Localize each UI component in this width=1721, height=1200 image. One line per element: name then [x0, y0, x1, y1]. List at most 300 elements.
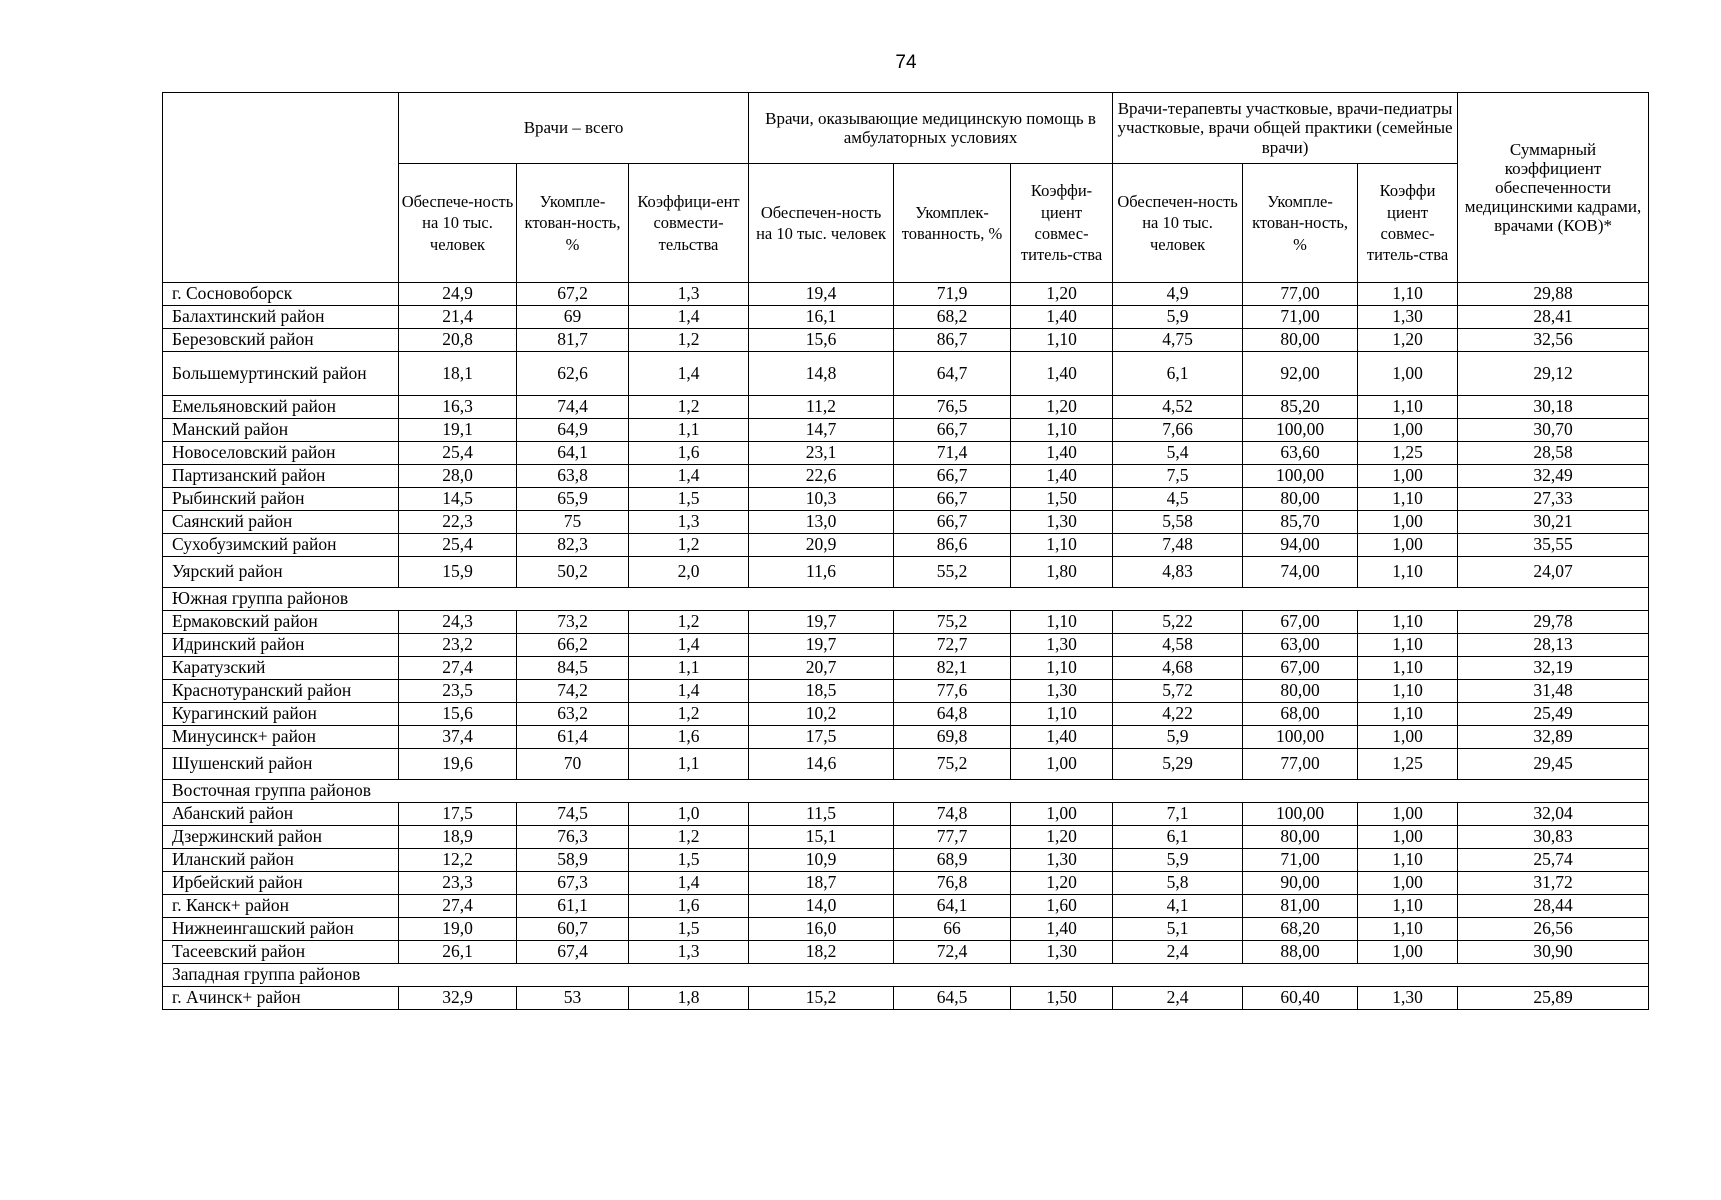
header-group-district: Врачи-терапевты участковые, врачи-педиатры участковые, врачи общей практики (семейные врачи)	[1113, 93, 1458, 164]
table-cell: 1,25	[1358, 749, 1458, 780]
table-row	[163, 511, 1649, 534]
table-cell: 1,00	[1358, 826, 1458, 849]
table-cell: 19,7	[749, 611, 894, 634]
table-cell: 1,40	[1011, 465, 1113, 488]
table-row	[163, 749, 1649, 780]
table-cell: 1,1	[629, 657, 749, 680]
table-row	[163, 941, 1649, 964]
table-cell: 5,4	[1113, 442, 1243, 465]
district-name: Емельяновский район	[163, 396, 399, 419]
table-cell: 32,56	[1458, 329, 1649, 352]
table-cell: 58,9	[517, 849, 629, 872]
table-cell: 1,10	[1358, 488, 1458, 511]
table-cell: 1,4	[629, 872, 749, 895]
table-cell: 23,5	[399, 680, 517, 703]
table-cell: 86,7	[894, 329, 1011, 352]
table-cell: 19,4	[749, 283, 894, 306]
table-cell: 27,33	[1458, 488, 1649, 511]
header-amb-supply: Обеспечен-ность на 10 тыс. человек	[749, 164, 894, 283]
table-cell: 1,20	[1011, 396, 1113, 419]
group-header-row	[163, 780, 1649, 803]
table-cell: 74,4	[517, 396, 629, 419]
table-cell: 29,45	[1458, 749, 1649, 780]
table-cell: 19,1	[399, 419, 517, 442]
table-cell: 1,2	[629, 396, 749, 419]
table-cell: 73,2	[517, 611, 629, 634]
table-cell: 18,1	[399, 352, 517, 396]
table-cell: 1,2	[629, 826, 749, 849]
table-cell: 1,25	[1358, 442, 1458, 465]
table-cell: 64,1	[517, 442, 629, 465]
district-name: Минусинск+ район	[163, 726, 399, 749]
table-cell: 6,1	[1113, 826, 1243, 849]
table-cell: 1,30	[1011, 511, 1113, 534]
table-cell: 81,00	[1243, 895, 1358, 918]
staffing-table	[162, 92, 1649, 1010]
table-row	[163, 442, 1649, 465]
header-dist-staffing: Укомпле-ктован-ность, %	[1243, 164, 1358, 283]
district-name: Ермаковский район	[163, 611, 399, 634]
table-cell: 5,72	[1113, 680, 1243, 703]
table-cell: 29,78	[1458, 611, 1649, 634]
table-cell: 74,5	[517, 803, 629, 826]
table-row	[163, 895, 1649, 918]
table-cell: 1,4	[629, 306, 749, 329]
table-row	[163, 306, 1649, 329]
table-cell: 66,7	[894, 488, 1011, 511]
table-cell: 1,2	[629, 329, 749, 352]
table-cell: 77,00	[1243, 749, 1358, 780]
table-cell: 28,44	[1458, 895, 1649, 918]
group-title: Восточная группа районов	[163, 780, 1649, 803]
table-row	[163, 611, 1649, 634]
table-row	[163, 987, 1649, 1010]
table-cell: 2,4	[1113, 987, 1243, 1010]
table-cell: 32,89	[1458, 726, 1649, 749]
table-cell: 1,00	[1358, 872, 1458, 895]
table-cell: 1,40	[1011, 918, 1113, 941]
table-cell: 75,2	[894, 749, 1011, 780]
table-row	[163, 726, 1649, 749]
table-cell: 1,6	[629, 895, 749, 918]
table-cell: 1,00	[1358, 726, 1458, 749]
table-cell: 80,00	[1243, 680, 1358, 703]
table-cell: 1,00	[1011, 749, 1113, 780]
table-cell: 1,00	[1358, 465, 1458, 488]
table-cell: 24,3	[399, 611, 517, 634]
table-cell: 18,2	[749, 941, 894, 964]
table-cell: 15,6	[749, 329, 894, 352]
table-cell: 1,0	[629, 803, 749, 826]
table-cell: 7,5	[1113, 465, 1243, 488]
table-cell: 80,00	[1243, 329, 1358, 352]
table-cell: 66	[894, 918, 1011, 941]
table-cell: 66,7	[894, 465, 1011, 488]
table-cell: 14,0	[749, 895, 894, 918]
table-cell: 67,4	[517, 941, 629, 964]
table-cell: 19,7	[749, 634, 894, 657]
table-cell: 68,20	[1243, 918, 1358, 941]
table-cell: 1,30	[1011, 849, 1113, 872]
table-cell: 29,12	[1458, 352, 1649, 396]
district-name: Балахтинский район	[163, 306, 399, 329]
table-cell: 5,58	[1113, 511, 1243, 534]
district-name: Тасеевский район	[163, 941, 399, 964]
table-body	[163, 283, 1649, 1010]
table-cell: 15,6	[399, 703, 517, 726]
table-cell: 71,4	[894, 442, 1011, 465]
table-cell: 16,3	[399, 396, 517, 419]
table-cell: 25,4	[399, 442, 517, 465]
table-cell: 1,00	[1358, 941, 1458, 964]
table-cell: 4,75	[1113, 329, 1243, 352]
table-cell: 81,7	[517, 329, 629, 352]
table-cell: 4,22	[1113, 703, 1243, 726]
table-cell: 82,3	[517, 534, 629, 557]
table-cell: 64,8	[894, 703, 1011, 726]
table-cell: 94,00	[1243, 534, 1358, 557]
table-cell: 1,2	[629, 611, 749, 634]
table-cell: 1,5	[629, 849, 749, 872]
table-cell: 68,2	[894, 306, 1011, 329]
table-cell: 63,00	[1243, 634, 1358, 657]
table-cell: 1,4	[629, 680, 749, 703]
table-cell: 23,1	[749, 442, 894, 465]
table-cell: 6,1	[1113, 352, 1243, 396]
district-name: Ирбейский район	[163, 872, 399, 895]
table-cell: 50,2	[517, 557, 629, 588]
table-cell: 74,8	[894, 803, 1011, 826]
table-cell: 1,10	[1358, 283, 1458, 306]
header-dist-supply: Обеспечен-ность на 10 тыс. человек	[1113, 164, 1243, 283]
table-cell: 76,8	[894, 872, 1011, 895]
table-cell: 17,5	[399, 803, 517, 826]
table-cell: 28,13	[1458, 634, 1649, 657]
table-cell: 29,88	[1458, 283, 1649, 306]
table-cell: 63,8	[517, 465, 629, 488]
table-cell: 1,40	[1011, 726, 1113, 749]
table-cell: 30,70	[1458, 419, 1649, 442]
table-cell: 5,29	[1113, 749, 1243, 780]
table-cell: 100,00	[1243, 803, 1358, 826]
page-number: 74	[895, 52, 917, 73]
table-cell: 85,70	[1243, 511, 1358, 534]
table-cell: 15,9	[399, 557, 517, 588]
table-cell: 26,56	[1458, 918, 1649, 941]
table-cell: 16,1	[749, 306, 894, 329]
table-cell: 1,30	[1011, 680, 1113, 703]
table-cell: 4,9	[1113, 283, 1243, 306]
table-cell: 21,4	[399, 306, 517, 329]
table-cell: 17,5	[749, 726, 894, 749]
table-row	[163, 849, 1649, 872]
table-cell: 5,9	[1113, 306, 1243, 329]
table-cell: 32,49	[1458, 465, 1649, 488]
district-name: Нижнеингашский район	[163, 918, 399, 941]
table-cell: 90,00	[1243, 872, 1358, 895]
table-cell: 75,2	[894, 611, 1011, 634]
table-cell: 76,3	[517, 826, 629, 849]
header-kov: Суммарный коэффициент обеспеченности медицинскими кадрами, врачами (КОВ)*	[1458, 93, 1649, 283]
table-cell: 30,83	[1458, 826, 1649, 849]
table-cell: 72,7	[894, 634, 1011, 657]
district-name: Курагинский район	[163, 703, 399, 726]
table-row	[163, 680, 1649, 703]
table-cell: 60,40	[1243, 987, 1358, 1010]
table-cell: 1,3	[629, 511, 749, 534]
table-row	[163, 634, 1649, 657]
table-cell: 1,10	[1011, 329, 1113, 352]
table-cell: 4,1	[1113, 895, 1243, 918]
table-cell: 68,00	[1243, 703, 1358, 726]
table-cell: 1,40	[1011, 306, 1113, 329]
table-cell: 5,8	[1113, 872, 1243, 895]
table-cell: 14,7	[749, 419, 894, 442]
table-cell: 5,9	[1113, 726, 1243, 749]
table-cell: 1,4	[629, 465, 749, 488]
table-cell: 86,6	[894, 534, 1011, 557]
table-cell: 7,66	[1113, 419, 1243, 442]
table-cell: 1,3	[629, 283, 749, 306]
table-cell: 64,5	[894, 987, 1011, 1010]
table-cell: 71,00	[1243, 306, 1358, 329]
table-cell: 69	[517, 306, 629, 329]
table-cell: 71,00	[1243, 849, 1358, 872]
table-cell: 100,00	[1243, 465, 1358, 488]
table-row	[163, 465, 1649, 488]
table-cell: 64,1	[894, 895, 1011, 918]
table-cell: 75	[517, 511, 629, 534]
table-cell: 64,7	[894, 352, 1011, 396]
table-cell: 67,00	[1243, 611, 1358, 634]
table-row	[163, 329, 1649, 352]
table-cell: 1,20	[1011, 826, 1113, 849]
header-amb-coef: Коэффи-циент совмес-титель-ства	[1011, 164, 1113, 283]
table-cell: 2,0	[629, 557, 749, 588]
table-cell: 24,9	[399, 283, 517, 306]
table-cell: 2,4	[1113, 941, 1243, 964]
table-cell: 11,6	[749, 557, 894, 588]
table-cell: 1,10	[1358, 557, 1458, 588]
table-cell: 1,10	[1358, 611, 1458, 634]
table-cell: 1,40	[1011, 442, 1113, 465]
table-cell: 4,58	[1113, 634, 1243, 657]
group-title: Западная группа районов	[163, 964, 1649, 987]
table-cell: 1,8	[629, 987, 749, 1010]
table-cell: 1,1	[629, 749, 749, 780]
table-cell: 20,7	[749, 657, 894, 680]
table-cell: 10,3	[749, 488, 894, 511]
table-row	[163, 283, 1649, 306]
table-cell: 1,30	[1011, 941, 1113, 964]
table-cell: 25,89	[1458, 987, 1649, 1010]
district-name: Абанский район	[163, 803, 399, 826]
table-cell: 11,5	[749, 803, 894, 826]
table-cell: 32,04	[1458, 803, 1649, 826]
table-cell: 1,10	[1358, 918, 1458, 941]
header-total-coef: Коэффици-ент совмести-тельства	[629, 164, 749, 283]
district-name: Сухобузимский район	[163, 534, 399, 557]
table-cell: 66,7	[894, 419, 1011, 442]
district-name: г. Ачинск+ район	[163, 987, 399, 1010]
table-cell: 14,8	[749, 352, 894, 396]
table-cell: 1,2	[629, 534, 749, 557]
table-cell: 1,6	[629, 726, 749, 749]
table-cell: 100,00	[1243, 726, 1358, 749]
table-cell: 67,3	[517, 872, 629, 895]
table-cell: 1,4	[629, 634, 749, 657]
table-cell: 18,7	[749, 872, 894, 895]
table-cell: 31,72	[1458, 872, 1649, 895]
district-name: Дзержинский район	[163, 826, 399, 849]
district-name: Березовский район	[163, 329, 399, 352]
header-row-groups	[163, 93, 1649, 164]
table-row	[163, 803, 1649, 826]
table-cell: 85,20	[1243, 396, 1358, 419]
table-cell: 77,6	[894, 680, 1011, 703]
table-cell: 30,21	[1458, 511, 1649, 534]
table-row	[163, 918, 1649, 941]
table-cell: 55,2	[894, 557, 1011, 588]
table-cell: 37,4	[399, 726, 517, 749]
table-cell: 1,20	[1358, 329, 1458, 352]
table-cell: 27,4	[399, 657, 517, 680]
district-name: Краснотуранский район	[163, 680, 399, 703]
table-cell: 22,6	[749, 465, 894, 488]
table-cell: 1,10	[1011, 657, 1113, 680]
table-cell: 1,20	[1011, 283, 1113, 306]
table-cell: 1,30	[1011, 634, 1113, 657]
table-cell: 70	[517, 749, 629, 780]
table-cell: 23,3	[399, 872, 517, 895]
table-cell: 71,9	[894, 283, 1011, 306]
district-name: Идринский район	[163, 634, 399, 657]
table-cell: 22,3	[399, 511, 517, 534]
table-cell: 15,2	[749, 987, 894, 1010]
table-cell: 16,0	[749, 918, 894, 941]
table-cell: 61,4	[517, 726, 629, 749]
table-cell: 1,3	[629, 941, 749, 964]
table-cell: 28,58	[1458, 442, 1649, 465]
header-dist-coef: Коэффи циент совмес-титель-ства	[1358, 164, 1458, 283]
table-cell: 26,1	[399, 941, 517, 964]
table-cell: 20,9	[749, 534, 894, 557]
table-cell: 1,5	[629, 488, 749, 511]
table-cell: 77,00	[1243, 283, 1358, 306]
table-cell: 4,68	[1113, 657, 1243, 680]
district-name: Шушенский район	[163, 749, 399, 780]
table-cell: 4,83	[1113, 557, 1243, 588]
table-cell: 1,00	[1358, 419, 1458, 442]
table-cell: 67,2	[517, 283, 629, 306]
table-cell: 28,41	[1458, 306, 1649, 329]
table-cell: 82,1	[894, 657, 1011, 680]
table-cell: 7,1	[1113, 803, 1243, 826]
table-cell: 65,9	[517, 488, 629, 511]
table-row	[163, 396, 1649, 419]
table-cell: 35,55	[1458, 534, 1649, 557]
district-name: г. Канск+ район	[163, 895, 399, 918]
table-row	[163, 534, 1649, 557]
table-cell: 27,4	[399, 895, 517, 918]
district-name: г. Сосновоборск	[163, 283, 399, 306]
table-cell: 14,5	[399, 488, 517, 511]
table-cell: 80,00	[1243, 826, 1358, 849]
table-cell: 64,9	[517, 419, 629, 442]
table-cell: 1,00	[1358, 534, 1458, 557]
district-name: Саянский район	[163, 511, 399, 534]
table-cell: 77,7	[894, 826, 1011, 849]
table-cell: 92,00	[1243, 352, 1358, 396]
table-cell: 25,74	[1458, 849, 1649, 872]
table-cell: 25,4	[399, 534, 517, 557]
district-name: Новоселовский район	[163, 442, 399, 465]
table-cell: 67,00	[1243, 657, 1358, 680]
table-cell: 18,5	[749, 680, 894, 703]
table-row	[163, 657, 1649, 680]
table-cell: 20,8	[399, 329, 517, 352]
table-cell: 7,48	[1113, 534, 1243, 557]
table-cell: 84,5	[517, 657, 629, 680]
table-cell: 1,10	[1358, 657, 1458, 680]
table-row	[163, 826, 1649, 849]
table-cell: 1,50	[1011, 488, 1113, 511]
table-cell: 60,7	[517, 918, 629, 941]
table-cell: 1,5	[629, 918, 749, 941]
table-cell: 74,00	[1243, 557, 1358, 588]
table-row	[163, 557, 1649, 588]
table-cell: 76,5	[894, 396, 1011, 419]
table-cell: 62,6	[517, 352, 629, 396]
table-row	[163, 419, 1649, 442]
table-cell: 23,2	[399, 634, 517, 657]
table-cell: 30,90	[1458, 941, 1649, 964]
table-cell: 1,10	[1358, 396, 1458, 419]
table-cell: 10,9	[749, 849, 894, 872]
header-total-supply: Обеспече-ность на 10 тыс. человек	[399, 164, 517, 283]
header-amb-staffing: Укомплек-тованность, %	[894, 164, 1011, 283]
table-row	[163, 488, 1649, 511]
table-cell: 1,00	[1358, 511, 1458, 534]
table-cell: 1,10	[1011, 703, 1113, 726]
table-cell: 1,60	[1011, 895, 1113, 918]
table-cell: 19,0	[399, 918, 517, 941]
group-header-row	[163, 588, 1649, 611]
table-cell: 1,10	[1358, 680, 1458, 703]
table-cell: 5,1	[1113, 918, 1243, 941]
table-cell: 32,9	[399, 987, 517, 1010]
table-cell: 1,1	[629, 419, 749, 442]
group-title: Южная группа районов	[163, 588, 1649, 611]
table-row	[163, 352, 1649, 396]
table-cell: 1,00	[1011, 803, 1113, 826]
table-cell: 61,1	[517, 895, 629, 918]
table-cell: 66,2	[517, 634, 629, 657]
table-cell: 1,50	[1011, 987, 1113, 1010]
table-cell: 72,4	[894, 941, 1011, 964]
table-cell: 80,00	[1243, 488, 1358, 511]
table-cell: 30,18	[1458, 396, 1649, 419]
group-header-row	[163, 964, 1649, 987]
header-group-total: Врачи – всего	[399, 93, 749, 164]
table-cell: 25,49	[1458, 703, 1649, 726]
table-cell: 1,10	[1011, 419, 1113, 442]
table-row	[163, 703, 1649, 726]
table-cell: 11,2	[749, 396, 894, 419]
table-cell: 63,2	[517, 703, 629, 726]
table-cell: 31,48	[1458, 680, 1649, 703]
table-cell: 24,07	[1458, 557, 1649, 588]
